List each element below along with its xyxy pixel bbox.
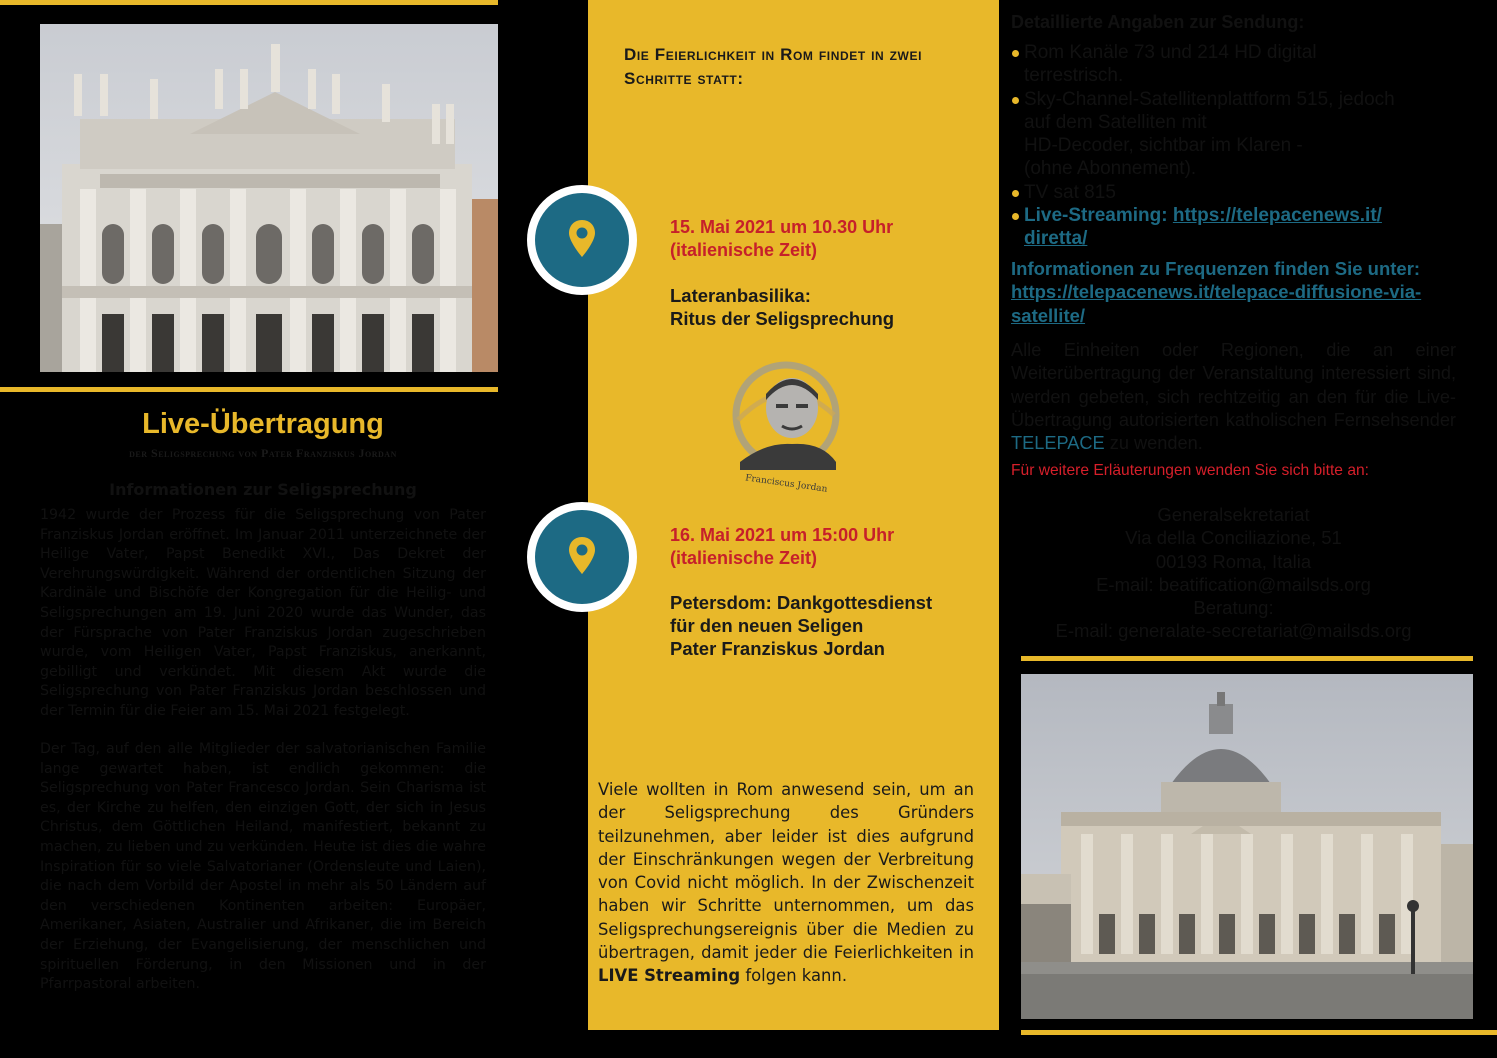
event-1-marker <box>527 185 637 295</box>
rebroadcast-paragraph: Alle Einheiten oder Regionen, die an einer Weiterübertragung der Veranstaltung interessiert sind, werden gebeten, sich rechtzeitig an den für die Live-Übertragung autorisierten katholischen Fernsehsender TELEPACE zu wenden. <box>1011 340 1456 454</box>
frequency-link[interactable]: https://telepacenews.it/telepace-diffusione-via-satellite/ <box>1011 281 1422 326</box>
page-subtitle: der Seligsprechung von Pater Franziskus Jordan <box>129 446 397 460</box>
event-1-place: Lateranbasilika: Ritus der Seligsprechung <box>670 285 895 329</box>
list-item: Sky-Channel-Satellitenplattform 515, jedoch auf dem Satelliten mit HD-Decoder, sichtbar im Klaren - (ohne Abonnement). <box>1011 88 1456 181</box>
gold-rule-under-photo <box>0 387 498 392</box>
list-item: TV sat 815 <box>1011 181 1456 204</box>
location-pin-icon <box>535 193 629 287</box>
contact-note: Für weitere Erläuterungen wenden Sie sich bitte an: <box>1011 462 1369 479</box>
lateran-basilica-photo <box>40 24 498 372</box>
streaming-link-cont[interactable]: diretta/ <box>1024 228 1088 250</box>
broadcast-details-heading: Detaillierte Angaben zur Sendung: <box>1011 12 1305 32</box>
info-paragraph-2: Der Tag, auf den alle Mitglieder der salvatorianischen Familie lange gewartet haben, ist endlich gekommen: die Seligsprechung von Pater Francesco Jordan. Sein Charisma ist es, der Kirche zu helfen, den einzigen Gott, der sich in Jesus Christus, dem Göttlichen Heiland, manifestiert, bekannt zu machen, zu lieben und zu verkünden. Heute ist dies die wahre Inspiration für so viele Salvatorianer (Ordensleute und Laien), die nach dem Vorbild der Apostel in mehr als 50 Ländern auf den verschiedenen Kontinenten arbeiten: Europäer, Amerikaner, Asiaten, Australier und Afrikaner, die im Bereich der Erziehung, der Evangelisierung, der menschlichen und spirituellen Förderung, in den Missionen und in der Pfarrpastoral arbeiten. <box>40 741 486 993</box>
live-streaming-bold: LIVE Streaming <box>598 966 741 986</box>
streaming-link[interactable]: https://telepacenews.it/ <box>1172 205 1382 227</box>
contact-block: Generalsekretariat Via della Conciliazione, 51 00193 Roma, Italia E-mail: beatification@mailsds.org Beratung: E-mail: generalate-secretariat@mailsds.org <box>1011 503 1456 643</box>
event-2-date: 16. Mai 2021 um 15:00 Uhr (italienische Zeit) <box>670 525 895 568</box>
contact-email-1[interactable]: E-mail: beatification@mailsds.org <box>1096 573 1371 595</box>
info-paragraph-1: 1942 wurde der Prozess für die Seligsprechung von Pater Franziskus Jordan eröffnet. Im Januar 2011 unterzeichnete der Heilige Vater, Papst Benedikt XVI., Das Dekret der Verehrungswürdigkeit. Während der ordentlichen Sitzung der Kardinäle und Bischöfe der Kongregation für die Heilig- und Seligsprechungen am 19. Juni 2020 wurde das Wunder, das der Fürsprache von Pater Franziskus Jordan zugeschrieben wurde, vom Heiligen Vater, Papst Franziskus, anerkannt, gebilligt und verkündet. Mit diesem Akt wurde die Seligsprechung von Pater Franziskus Jordan beschlossen und der Termin für die Feier am 15. Mai 2021 festgelegt. <box>40 507 486 719</box>
middle-paragraph: Viele wollten in Rom anwesend sein, um an der Seligsprechung des Gründers teilzunehmen, aber leider ist dies aufgrund der Einschränkungen wegen der Verbreitung von Covid nicht möglich. In der Zwischenzeit haben wir Schritte unternommen, um das Seligsprechungsereignis über die Medien zu übertragen, damit jeder die Feierlichkeiten in LIVE Streaming folgen kann. <box>598 780 974 986</box>
franciscus-jordan-logo <box>726 360 850 492</box>
bottom-gold-rule-right <box>1021 1030 1497 1035</box>
contact-email-2[interactable]: E-mail: generalate-secretariat@mailsds.org <box>1055 620 1412 642</box>
event-1-date: 15. Mai 2021 um 10.30 Uhr (italienische Zeit) <box>670 217 894 260</box>
event-2-place: Petersdom: Dankgottesdienst für den neuen Seligen Pater Franziskus Jordan <box>670 592 933 659</box>
event-2-marker <box>527 502 637 612</box>
list-item: Rom Kanäle 73 und 214 HD digital terrestrisch. <box>1011 41 1456 88</box>
gold-rule-above-photo <box>1021 656 1473 661</box>
location-pin-icon <box>535 510 629 604</box>
st-peters-basilica-photo <box>1021 674 1473 1019</box>
middle-heading: Die Feierlichkeit in Rom findet in zwei Schritte statt: <box>624 45 923 88</box>
frequency-info: Informationen zu Frequenzen finden Sie unter: https://telepacenews.it/telepace-diffusione-via-satellite/ <box>1011 258 1422 326</box>
top-gold-rule-left <box>0 0 498 5</box>
broadcast-channel-list <box>1011 41 1456 251</box>
telepace-name: TELEPACE <box>1011 433 1105 454</box>
page-title: Live-Übertragung <box>142 408 384 440</box>
section-heading-info: Informationen zur Seligsprechung <box>109 480 417 499</box>
list-item-streaming: Live-Streaming: https://telepacenews.it/ diretta/ <box>1011 204 1456 251</box>
logo-caption: Franciscus Jordan <box>744 473 828 492</box>
